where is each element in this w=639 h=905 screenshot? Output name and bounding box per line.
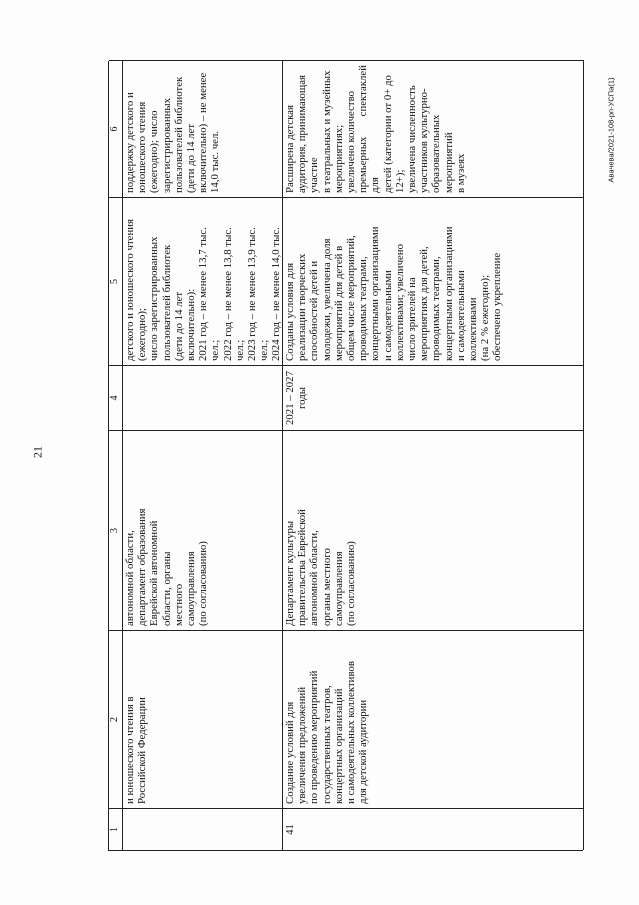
cell-line: правительства Еврейской bbox=[296, 509, 309, 626]
activity-cell bbox=[123, 630, 283, 808]
cell-line: участие bbox=[308, 157, 321, 193]
cell-line: реализации творческих bbox=[296, 253, 309, 361]
indicators-cell bbox=[283, 197, 584, 365]
cell-line: автономной области, bbox=[124, 530, 136, 626]
cell-line: зарегистрированных bbox=[160, 97, 173, 193]
cell-line: мероприятий для детей в bbox=[332, 245, 345, 361]
cell-line: число зарегистрированных bbox=[148, 236, 161, 361]
cell-line: чел.; bbox=[209, 339, 222, 361]
cell-line: премьерных спектаклей для bbox=[357, 65, 382, 193]
cell-line: участников культурно- bbox=[418, 88, 431, 193]
cell-line: 2022 год – не менее 13,8 тыс. bbox=[221, 227, 234, 361]
column-header-1: 1 bbox=[109, 808, 123, 850]
cell-line: 2023 год – не менее 13,9 тыс. bbox=[246, 227, 259, 361]
cell-line: 14,0 тыс. чел. bbox=[209, 130, 222, 193]
cell-line: (дети до 14 лет bbox=[172, 291, 185, 361]
row-number bbox=[123, 808, 283, 850]
cell-line: увеличена численность bbox=[406, 85, 419, 193]
results-cell bbox=[283, 60, 584, 197]
indicators-cell bbox=[123, 197, 283, 365]
document-code: Авачева/2021-108-рп-УСПа(1) bbox=[606, 77, 616, 183]
cell-line: 2021 год – не менее 13,7 тыс. bbox=[197, 227, 210, 361]
cell-line: и самодеятельными bbox=[381, 270, 394, 361]
cell-line: области, органы bbox=[160, 551, 173, 626]
cell-line: число зрителей на bbox=[406, 277, 419, 361]
cell-line: общем числе мероприятий, bbox=[345, 235, 358, 361]
cell-line: и самодеятельными bbox=[454, 270, 467, 361]
cell-line: поддержку детского и bbox=[124, 92, 136, 193]
cell-line: (ежегодно); bbox=[136, 307, 149, 361]
page-number: 21 bbox=[30, 446, 45, 458]
cell-line: концертными организациями bbox=[369, 226, 382, 361]
cell-line: способностей детей и bbox=[308, 260, 321, 361]
cell-line: в театральных и музейных bbox=[320, 70, 333, 193]
plan-table bbox=[108, 61, 583, 851]
cell-line: департамент образования bbox=[136, 508, 149, 626]
column-header-5: 5 bbox=[109, 197, 123, 365]
cell-line: мероприятий bbox=[442, 132, 455, 193]
cell-line: юношеского чтения bbox=[136, 101, 149, 193]
cell-line: детского и юношеского чтения bbox=[124, 219, 136, 361]
cell-line: включительно) – не менее bbox=[197, 72, 210, 193]
cell-line: пользователей библиотек bbox=[172, 76, 185, 193]
cell-line: коллективами; увеличено bbox=[393, 244, 406, 361]
period-cell: 2021 – 2027 годы bbox=[283, 365, 584, 430]
cell-line: аудитория, принимающая bbox=[296, 75, 309, 193]
cell-line: самоуправления bbox=[185, 551, 198, 626]
cell-line: чел.; bbox=[258, 339, 271, 361]
cell-line: Расширена детская bbox=[284, 105, 296, 193]
cell-line: обеспечено укрепление bbox=[491, 252, 504, 361]
cell-line: проводимых театрами, bbox=[430, 256, 443, 361]
cell-line: Создание условий для bbox=[284, 701, 296, 804]
cell-line: молодежи, увеличена доля bbox=[320, 238, 333, 361]
column-header-4: 4 bbox=[109, 365, 123, 430]
cell-line: 2024 год – не менее 14,0 тыс. bbox=[270, 227, 283, 361]
cell-line: концертными организациями bbox=[442, 226, 455, 361]
cell-line: (дети до 14 лет bbox=[185, 123, 198, 193]
cell-line: включительно): bbox=[185, 288, 198, 361]
cell-line: государственных театров, bbox=[320, 685, 333, 804]
cell-line: коллективами bbox=[467, 297, 480, 361]
cell-line: (по согласованию) bbox=[345, 541, 358, 626]
cell-line: органы местного bbox=[320, 548, 333, 626]
cell-line: чел.; bbox=[233, 339, 246, 361]
cell-line: пользователей библиотек bbox=[160, 244, 173, 361]
cell-line: и юношеского чтения в bbox=[124, 696, 136, 804]
cell-line: Созданы условия для bbox=[284, 262, 296, 361]
column-header-3: 3 bbox=[109, 430, 123, 630]
cell-line: автономной области, bbox=[308, 530, 321, 626]
cell-line: проводимых театрами, bbox=[357, 256, 370, 361]
cell-line: мероприятиях для детей, bbox=[418, 246, 431, 361]
executors-cell bbox=[283, 430, 584, 630]
cell-line: увеличения предложений bbox=[296, 686, 309, 804]
executors-cell bbox=[123, 430, 283, 630]
cell-line: концертных организаций bbox=[332, 688, 345, 804]
cell-line: Департамент культуры bbox=[284, 520, 296, 626]
activity-cell bbox=[283, 630, 584, 808]
period-cell bbox=[123, 365, 283, 430]
results-cell bbox=[123, 60, 283, 197]
cell-line: мероприятиях; bbox=[332, 124, 345, 193]
cell-line: для детской аудитории bbox=[357, 699, 370, 804]
cell-line: Еврейской автономной bbox=[148, 520, 161, 626]
cell-line: (по согласованию) bbox=[197, 541, 210, 626]
cell-line: местного bbox=[172, 583, 185, 626]
cell-line: 12+); bbox=[393, 169, 406, 193]
cell-line: детей (категории от 0+ до bbox=[381, 75, 394, 193]
column-header-2: 2 bbox=[109, 630, 123, 808]
cell-line: увеличено количество bbox=[345, 90, 358, 193]
cell-line: самоуправления bbox=[332, 551, 345, 626]
column-header-6: 6 bbox=[109, 60, 123, 197]
cell-line: в музеях bbox=[454, 153, 467, 193]
cell-line: по проведению мероприятий bbox=[308, 670, 321, 804]
cell-line: (на 2 % ежегодно); bbox=[479, 274, 492, 361]
cell-line: (ежегодно); число bbox=[148, 110, 161, 193]
cell-line: образовательных bbox=[430, 114, 443, 193]
row-number: 41 bbox=[283, 808, 584, 850]
cell-line: и самодеятельных коллективов bbox=[345, 661, 358, 804]
cell-line: Российской Федерации bbox=[136, 697, 149, 804]
